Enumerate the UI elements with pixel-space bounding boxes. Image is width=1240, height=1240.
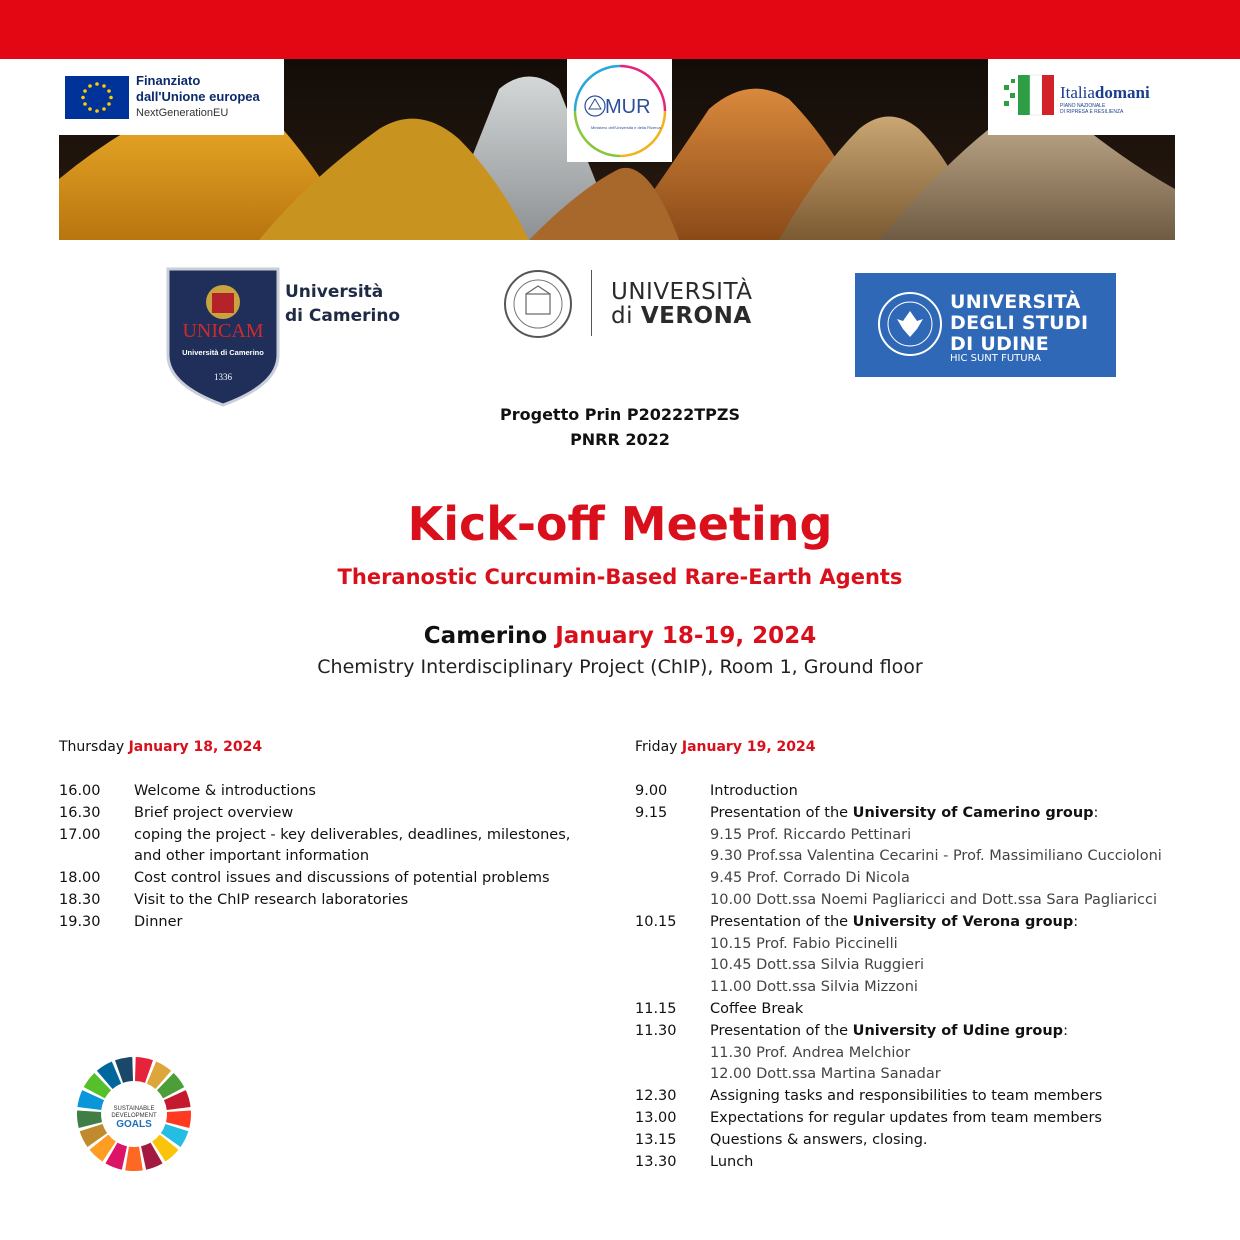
unicam-shield-logo <box>166 267 280 407</box>
list-item: 9.15 Presentation of the University of Camerino group: <box>635 804 1099 821</box>
mur-name: MUR <box>605 96 651 118</box>
event-subtitle: Theranostic Curcumin-Based Rare-Earth Agents <box>337 565 903 589</box>
italia-tagline-2: DI RIPRESA E RESILIENZA <box>1060 109 1124 115</box>
verona-line2b: VERONA <box>640 303 752 329</box>
udine-seal-icon <box>877 291 943 357</box>
eu-funding-logo <box>59 59 284 135</box>
unicam-line2: di Camerino <box>285 306 401 326</box>
talk-item: 11.00 Dott.ssa Silvia Mizzoni <box>710 979 918 996</box>
sdg-segment <box>166 1110 191 1128</box>
talk-item: 10.15 Prof. Fabio Piccinelli <box>710 935 898 952</box>
eu-line3: NextGenerationEU <box>136 107 229 119</box>
project-program: PNRR 2022 <box>570 430 670 449</box>
verona-line1: UNIVERSITÀ <box>611 279 753 305</box>
list-item: 17.00 coping the project - key deliverables, deadlines, milestones, <box>59 826 571 843</box>
list-item-continued: and other important information <box>134 848 370 865</box>
talk-item: 12.00 Dott.ssa Martina Sanadar <box>710 1066 941 1083</box>
list-item: 18.30 Visit to the ChIP research laboratories <box>59 891 409 908</box>
event-city: Camerino <box>423 623 548 649</box>
list-item: 10.15 Presentation of the University of Verona group: <box>635 913 1079 930</box>
talk-item: 9.45 Prof. Corrado Di Nicola <box>710 870 910 887</box>
eu-line2: dall'Unione europea <box>136 89 260 104</box>
top-red-bar <box>0 0 1240 59</box>
italia-brand-a: Italia <box>1060 83 1095 102</box>
day2-heading <box>635 739 815 755</box>
talk-item: 9.15 Prof. Riccardo Pettinari <box>710 826 912 843</box>
list-item: 16.00 Welcome & introductions <box>59 783 316 799</box>
verona-line2a: di <box>611 303 641 329</box>
project-code: Progetto Prin P20222TPZS <box>500 405 740 424</box>
sdg-line3: GOALS <box>116 1119 152 1130</box>
italia-domani-logo <box>988 59 1175 135</box>
unicam-line1: Università <box>285 282 384 302</box>
eu-flag-icon <box>65 76 129 119</box>
udine-line3: DI UDINE <box>950 333 1050 355</box>
list-item: 12.30 Assigning tasks and responsibilities to team members <box>635 1088 1103 1105</box>
list-item: 11.15 Coffee Break <box>635 1000 804 1017</box>
event-title: Kick-off Meeting <box>407 497 833 551</box>
list-item: 11.30 Presentation of the University of Udine group: <box>635 1022 1068 1039</box>
talk-item: 11.30 Prof. Andrea Melchior <box>710 1044 911 1061</box>
list-item: 13.00 Expectations for regular updates from team members <box>635 1109 1102 1126</box>
sdg-line2: DEVELOPMENT <box>111 1113 157 1119</box>
list-item: 13.15 Questions & answers, closing. <box>635 1131 928 1148</box>
unicam-shield-sub: Università di Camerino <box>182 348 264 357</box>
day1-date: January 18, 2024 <box>128 739 263 755</box>
mur-subtitle: Ministero dell'Università e della Ricerca <box>591 125 661 130</box>
list-item: 9.00 Introduction <box>635 783 798 799</box>
talk-item: 10.45 Dott.ssa Silvia Ruggieri <box>710 957 925 974</box>
list-item: 16.30 Brief project overview <box>59 804 294 821</box>
sdg-segment <box>77 1110 102 1128</box>
mur-logo <box>567 59 672 162</box>
day1-heading <box>59 739 262 755</box>
italia-tagline-1: PIANO NAZIONALE <box>1060 103 1106 109</box>
day2-weekday: Friday <box>635 739 678 755</box>
verona-divider <box>591 270 592 336</box>
italia-brand-b: domani <box>1094 83 1150 102</box>
udine-line2: DEGLI STUDI <box>950 312 1089 334</box>
sdg-segment <box>125 1147 143 1171</box>
udine-motto: HIC SUNT FUTURA <box>950 353 1041 364</box>
verona-seal-icon <box>502 268 574 340</box>
list-item: 19.30 Dinner <box>59 913 183 930</box>
event-location: Chemistry Interdisciplinary Project (ChIP), Room 1, Ground floor <box>317 656 923 678</box>
list-item: 18.00 Cost control issues and discussions of potential problems <box>59 870 550 887</box>
sdg-wheel-logo <box>75 1055 193 1173</box>
event-dates: January 18-19, 2024 <box>555 623 817 649</box>
talk-item: 10.00 Dott.ssa Noemi Pagliaricci and Dott.ssa Sara Pagliaricci <box>710 891 1157 908</box>
unicam-shield-year: 1336 <box>214 372 232 382</box>
day2-schedule <box>635 781 1195 1173</box>
day1-schedule <box>59 781 579 934</box>
italia-flag-pixels-icon <box>1000 71 1056 123</box>
day2-date: January 19, 2024 <box>681 739 816 755</box>
unicam-shield-word: UNICAM <box>182 320 264 342</box>
eu-line1: Finanziato <box>136 73 201 88</box>
udine-logo <box>855 273 1116 377</box>
udine-line1: UNIVERSITÀ <box>950 291 1081 313</box>
day1-weekday: Thursday <box>59 739 125 755</box>
sdg-line1: SUSTAINABLE <box>113 1106 155 1112</box>
talk-item: 9.30 Prof.ssa Valentina Cecarini - Prof. Massimiliano Cuccioloni <box>710 848 1162 865</box>
list-item: 13.30 Lunch <box>635 1153 754 1170</box>
